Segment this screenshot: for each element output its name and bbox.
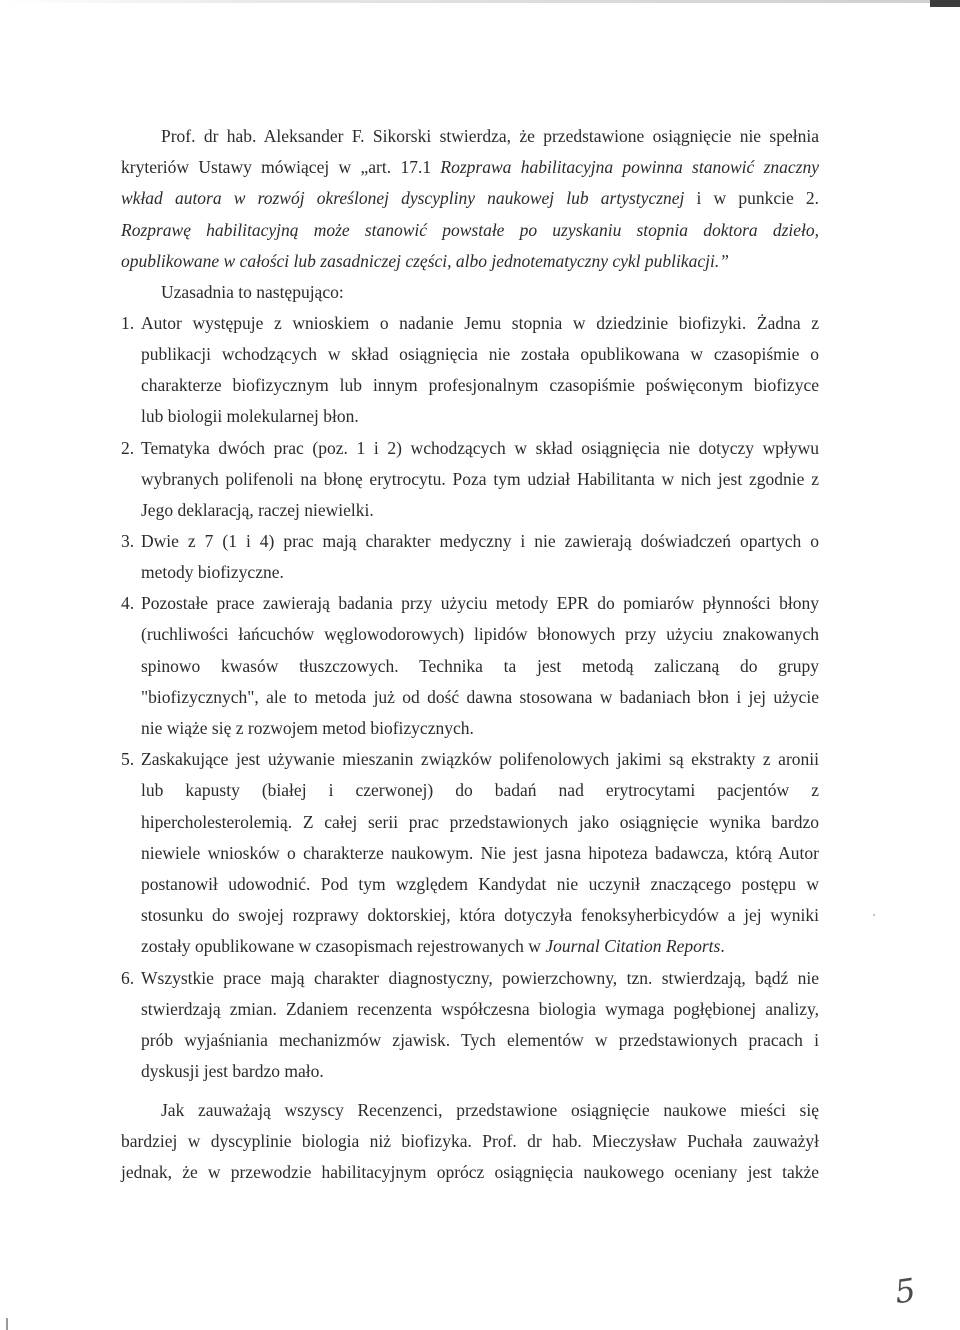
item-5-number: 5. bbox=[121, 749, 135, 769]
item-2-line-3: Jego deklaracją, raczej niewielki. bbox=[141, 500, 374, 520]
item-3-line-1: Dwie z 7 (1 i 4) prac mają charakter medyczny i nie zawierają doświadczeń opartych o bbox=[141, 531, 819, 551]
item-3-number: 3. bbox=[121, 531, 135, 551]
paragraph-1-line-5-closing-mark: ” bbox=[719, 251, 729, 271]
item-5-line-1: Zaskakujące jest używanie mieszanin związków polifenolowych jakimi są ekstrakty z aronii bbox=[141, 749, 819, 769]
item-4-line-4: "biofizycznych", ale to metoda już od dość dawna stosowana w badaniach błon i jej użycie bbox=[141, 687, 819, 707]
item-4-line-5: nie wiąże się z rozwojem metod biofizycznych. bbox=[141, 718, 474, 738]
paragraph-1-line-2-plain: kryteriów Ustawy mówiącej w „art. 17.1 bbox=[121, 157, 441, 177]
item-6-line-1: Wszystkie prace mają charakter diagnostyczny, powierzchowny, tzn. stwierdzają, bądź nie bbox=[141, 968, 819, 988]
item-6-line-2: stwierdzają zmian. Zdaniem recenzenta współczesna biologia wymaga pogłębionej analizy, bbox=[141, 999, 819, 1019]
item-5-line-7-period: . bbox=[720, 936, 725, 956]
item-2-line-2: wybranych polifenoli na błonę erytrocytu. Poza tym udział Habilitanta w nich jest zgodnie z bbox=[141, 469, 819, 489]
paragraph-1-line-2-quote: Rozprawa habilitacyjna powinna stanowić znaczny bbox=[440, 157, 819, 177]
item-6-line-4: dyskusji jest bardzo mało. bbox=[141, 1061, 324, 1081]
item-5-line-7 bbox=[141, 931, 819, 961]
page-number: 5 bbox=[892, 1270, 918, 1312]
item-2-number: 2. bbox=[121, 438, 135, 458]
item-1-line-3: charakterze biofizycznym lub innym profesjonalnym czasopiśmie poświęconym biofizyce bbox=[141, 375, 819, 395]
item-5-line-2: lub kapusty (białej i czerwonej) do badań nad erytrocytami pacjentów z bbox=[141, 780, 819, 800]
item-1-line-4: lub biologii molekularnej błon. bbox=[141, 406, 359, 426]
justification-intro: Uzasadnia to następująco: bbox=[161, 282, 344, 302]
item-4-line-2: (ruchliwości łańcuchów węglowodorowych) lipidów błonowych przy użyciu znakowanych bbox=[141, 624, 819, 644]
paragraph-1-line-3-plain: i w punkcie 2. bbox=[684, 188, 819, 208]
paragraph-2-line-1: Jak zauważają wszyscy Recenzenci, przedstawione osiągnięcie naukowe mieści się bbox=[161, 1100, 819, 1120]
item-4-line-3: spinowo kwasów tłuszczowych. Technika ta jest metodą zaliczaną do grupy bbox=[141, 656, 819, 676]
journal-citation-reports: Journal Citation Reports bbox=[545, 936, 721, 956]
scan-edge-shadow bbox=[0, 0, 960, 3]
paragraph-1-line-3-quote: wkład autora w rozwój określonej dyscypliny naukowej lub artystycznej bbox=[121, 188, 685, 208]
item-5-line-4: niewiele wniosków o charakterze naukowym. Nie jest jasna hipoteza badawcza, którą Autor bbox=[141, 843, 819, 863]
item-5-line-7-plain: zostały opublikowane w czasopismach rejestrowanych w bbox=[141, 936, 546, 956]
paragraph-1-line-4: Rozprawę habilitacyjną może stanowić powstałe po uzyskaniu stopnia doktora dzieło, bbox=[121, 220, 819, 240]
item-2-line-1: Tematyka dwóch prac (poz. 1 i 2) wchodzących w skład osiągnięcia nie dotyczy wpływu bbox=[141, 438, 819, 458]
paragraph-1-line-5-quote: opublikowane w całości lub zasadniczej części, albo jednotematyczny cykl publikacji. bbox=[121, 251, 720, 271]
item-6-line-3: prób wyjaśniania mechanizmów zjawisk. Tych elementów w przedstawionych pracach i bbox=[141, 1030, 819, 1050]
item-1-line-2: publikacji wchodzących w skład osiągnięcia nie została opublikowana w czasopiśmie o bbox=[141, 344, 819, 364]
item-6-number: 6. bbox=[121, 968, 135, 988]
item-4-number: 4. bbox=[121, 593, 135, 613]
item-5-line-5: postanowił udowodnić. Pod tym względem Kandydat nie uczynił znaczącego postępu w bbox=[141, 874, 819, 894]
paragraph-1-line-2 bbox=[121, 152, 819, 182]
paragraph-1-line-5 bbox=[121, 246, 819, 276]
item-1-number: 1. bbox=[121, 313, 135, 333]
paragraph-2-line-3: jednak, że w przewodzie habilitacyjnym oprócz osiągnięcia naukowego oceniany jest także bbox=[121, 1162, 819, 1182]
item-4-line-1: Pozostałe prace zawierają badania przy użyciu metody EPR do pomiarów płynności błony bbox=[141, 593, 819, 613]
scan-speck bbox=[873, 914, 875, 916]
item-5-line-6: stosunku do swojej rozprawy doktorskiej, która dotyczyła fenoksyherbicydów a jej wyniki bbox=[141, 905, 819, 925]
item-3-line-2: metody biofizyczne. bbox=[141, 562, 284, 582]
scan-corner-mark bbox=[930, 0, 960, 7]
item-5-line-3: hipercholesterolemią. Z całej serii prac przedstawionych jako osiągnięcie wynika bardzo bbox=[141, 812, 819, 832]
paragraph-1-line-3 bbox=[121, 183, 819, 213]
scan-edge-mark bbox=[6, 1318, 8, 1330]
paragraph-2-line-2: bardziej w dyscyplinie biologia niż biofizyka. Prof. dr hab. Mieczysław Puchała zauważył bbox=[121, 1131, 819, 1151]
paragraph-1-line-1: Prof. dr hab. Aleksander F. Sikorski stwierdza, że przedstawione osiągnięcie nie spełnia bbox=[161, 126, 819, 146]
item-1-line-1: Autor występuje z wnioskiem o nadanie Jemu stopnia w dziedzinie biofizyki. Żadna z bbox=[141, 313, 819, 333]
